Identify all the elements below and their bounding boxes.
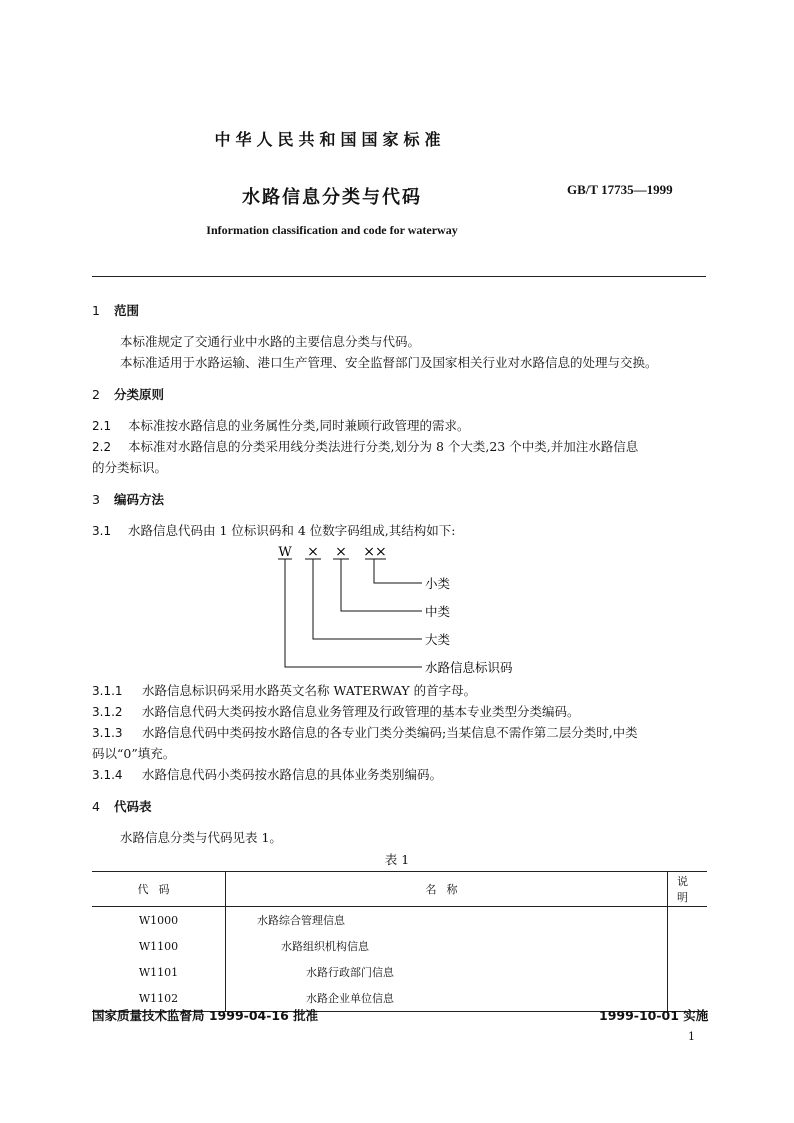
symbol-middle-class: × xyxy=(335,544,347,560)
code-structure-diagram xyxy=(270,540,540,678)
row-name: 水路组织机构信息 xyxy=(226,933,668,959)
clause-3-1-3-continued: 码以“0”填充。 xyxy=(92,746,176,761)
label-major-class: 大类 xyxy=(425,632,451,647)
clause-3-1: 3.1 水路信息代码由 1 位标识码和 4 位数字码组成,其结构如下: xyxy=(92,523,456,538)
symbol-identifier: W xyxy=(278,545,292,560)
section-1-paragraph-2: 本标准适用于水路运输、港口生产管理、安全监督部门及国家相关行业对水路信息的处理与交换。 xyxy=(120,355,658,370)
table-row xyxy=(92,933,707,959)
table-header-row xyxy=(92,872,707,907)
identifier-connector xyxy=(285,559,422,667)
clause-3-1-3: 3.1.3 水路信息代码中类码按水路信息的各专业门类分类编码;当某信息不需作第二层分类时,中类 xyxy=(92,725,638,740)
code-table xyxy=(92,871,707,1012)
clause-3-1-1: 3.1.1 水路信息标识码采用水路英文名称 WATERWAY 的首字母。 xyxy=(92,683,477,698)
section-4-intro: 水路信息分类与代码见表 1。 xyxy=(120,830,282,845)
row-code: W1100 xyxy=(92,933,226,959)
row-note xyxy=(668,959,708,985)
clause-3-1-2: 3.1.2 水路信息代码大类码按水路信息业务管理及行政管理的基本专业类型分类编码。 xyxy=(92,704,580,719)
major-class-connector xyxy=(313,559,422,639)
header-note: 说明 xyxy=(668,872,708,907)
row-code: W1102 xyxy=(92,985,226,1012)
row-note xyxy=(668,933,708,959)
symbol-minor-class: ×× xyxy=(363,544,387,560)
clause-3-1-4: 3.1.4 水路信息代码小类码按水路信息的具体业务类别编码。 xyxy=(92,767,443,782)
label-middle-class: 中类 xyxy=(425,604,451,619)
row-name: 水路行政部门信息 xyxy=(226,959,668,985)
section-4-heading: 4 代码表 xyxy=(92,799,152,814)
document-title: 水路信息分类与代码 xyxy=(242,187,422,208)
middle-class-connector xyxy=(341,559,422,611)
header-name: 名称 xyxy=(226,872,668,907)
label-minor-class: 小类 xyxy=(425,576,451,591)
row-name: 水路综合管理信息 xyxy=(226,907,668,934)
page-number: 1 xyxy=(688,1030,695,1043)
clause-2-1: 2.1 本标准按水路信息的业务属性分类,同时兼顾行政管理的需求。 xyxy=(92,418,470,433)
national-standard-heading: 中华人民共和国国家标准 xyxy=(214,130,446,149)
row-note xyxy=(668,907,708,934)
table-row xyxy=(92,959,707,985)
english-title: Information classification and code for waterway xyxy=(206,223,458,237)
section-2-heading: 2 分类原则 xyxy=(92,387,165,402)
implementation-date: 1999-10-01 实施 xyxy=(599,1008,709,1023)
clause-2-2: 2.2 本标准对水路信息的分类采用线分类法进行分类,划分为 8 个大类,23 个中类,并加注水路信息 xyxy=(92,439,639,454)
row-name: 水路企业单位信息 xyxy=(226,985,668,1012)
standard-code xyxy=(567,182,673,198)
table-row xyxy=(92,907,707,934)
section-3-heading: 3 编码方法 xyxy=(92,492,165,507)
section-1-heading: 1 范围 xyxy=(92,303,140,318)
section-1-paragraph-1: 本标准规定了交通行业中水路的主要信息分类与代码。 xyxy=(120,334,421,349)
clause-2-2-continued: 的分类标识。 xyxy=(92,460,168,475)
row-code: W1101 xyxy=(92,959,226,985)
symbol-major-class: × xyxy=(307,544,319,560)
row-code: W1000 xyxy=(92,907,226,934)
minor-class-connector xyxy=(374,559,422,583)
standard-code-text: GB/T 17735—1999 xyxy=(567,182,673,197)
header-rule xyxy=(92,276,706,277)
table-caption: 表 1 xyxy=(384,852,410,867)
approval-note: 国家质量技术监督局 1999-04-16 批准 xyxy=(92,1008,319,1023)
label-identifier: 水路信息标识码 xyxy=(425,660,513,675)
header-code: 代码 xyxy=(92,872,226,907)
